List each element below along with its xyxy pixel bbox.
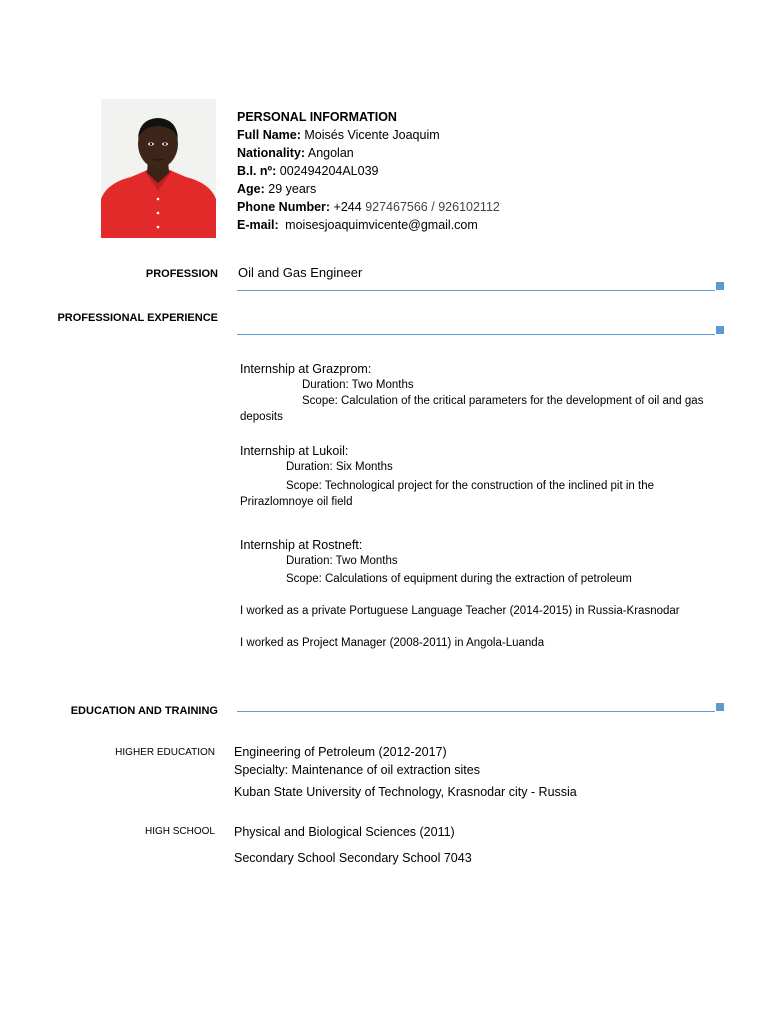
education-label: EDUCATION AND TRAINING: [70, 705, 218, 717]
internship-scope: [240, 478, 715, 510]
profile-photo: [101, 99, 216, 238]
experience-teacher: I worked as a private Portuguese Language Teacher (2014-2015) in Russia-Krasnodar: [240, 605, 680, 617]
high-school-subject: Physical and Biological Sciences (2011): [234, 825, 455, 839]
experience-project-manager: I worked as Project Manager (2008-2011) in Angola-Luanda: [240, 637, 545, 649]
email-value: moisesjoaquimvicente@gmail.com: [285, 218, 478, 232]
phone-label: Phone Number:: [237, 200, 331, 214]
nationality-value: Angolan: [307, 146, 354, 160]
person-photo-image: [101, 99, 216, 238]
higher-education-degree: Engineering of Petroleum (2012-2017): [234, 745, 447, 759]
internship-grazprom: [240, 361, 715, 425]
higher-education-specialty: Specialty: Maintenance of oil extraction sites: [234, 763, 480, 777]
nationality-label: Nationality:: [237, 146, 306, 160]
age-value: 29 years: [268, 182, 317, 196]
full-name-row: [237, 126, 500, 144]
internship-scope: Scope: Calculations of equipment during the extraction of petroleum: [286, 573, 632, 585]
profession-divider: [237, 290, 715, 291]
high-school-name: Secondary School Secondary School 7043: [234, 851, 472, 865]
phone-prefix: +244: [333, 200, 362, 214]
internship-rostneft: [240, 537, 715, 587]
personal-information: [237, 108, 500, 234]
education-divider: [237, 711, 715, 712]
bi-label: B.I. nº:: [237, 164, 277, 178]
bi-row: [237, 162, 500, 180]
full-name-label: Full Name:: [237, 128, 301, 142]
age-row: [237, 180, 500, 198]
experience-label: PROFESSIONAL EXPERIENCE: [57, 312, 218, 324]
phone-separator: /: [431, 200, 435, 214]
experience-divider: [237, 334, 715, 335]
internship-scope-text: Scope: Calculation of the critical parameters for the development of oil and gas deposits: [240, 395, 704, 423]
high-school-details: [234, 823, 472, 867]
profession-divider-marker: [716, 282, 724, 290]
internship-duration: Duration: Two Months: [302, 379, 414, 391]
personal-heading: PERSONAL INFORMATION: [237, 110, 397, 124]
internship-duration: Duration: Six Months: [286, 461, 393, 473]
high-school-label: HIGH SCHOOL: [144, 826, 215, 837]
bi-value: 002494204AL039: [279, 164, 379, 178]
internship-title: Internship at Grazprom:: [240, 362, 372, 376]
phone-number-2: 926102112: [438, 200, 500, 214]
full-name-value: Moisés Vicente Joaquim: [304, 128, 440, 142]
nationality-row: [237, 144, 500, 162]
internship-title: Internship at Rostneft:: [240, 538, 363, 552]
email-row: [237, 216, 500, 234]
internship-title: Internship at Lukoil:: [240, 444, 349, 458]
email-label: E-mail:: [237, 218, 279, 232]
profession-value: Oil and Gas Engineer: [238, 265, 363, 280]
phone-row: [237, 198, 500, 216]
phone-number-1: 927467566: [365, 200, 428, 214]
experience-divider-marker: [716, 326, 724, 334]
higher-education-label: HIGHER EDUCATION: [115, 747, 215, 758]
internship-scope-text: Scope: Technological project for the construction of the inclined pit in the Prirazlomnoye oil field: [240, 480, 655, 508]
internship-lukoil: [240, 443, 715, 510]
education-divider-marker: [716, 703, 724, 711]
internship-scope: [240, 393, 715, 425]
age-label: Age:: [237, 182, 265, 196]
higher-education-details: [234, 743, 577, 801]
internship-duration: Duration: Two Months: [286, 555, 398, 567]
higher-education-university: Kuban State University of Technology, Krasnodar city - Russia: [234, 785, 577, 799]
profession-label: PROFESSION: [145, 268, 218, 280]
